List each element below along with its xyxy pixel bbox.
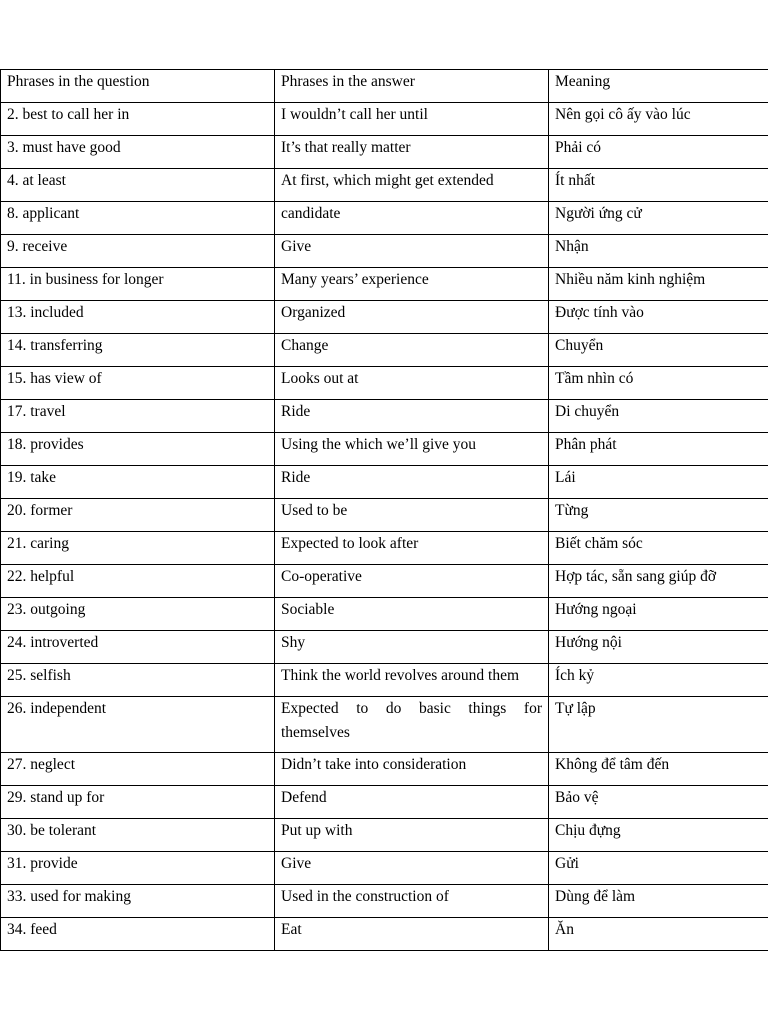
- question-phrase-cell: 15. has view of: [1, 367, 275, 400]
- meaning-cell: Phân phát: [549, 433, 768, 466]
- question-phrase-cell: 25. selfish: [1, 664, 275, 697]
- meaning-cell: Ít nhất: [549, 169, 768, 202]
- meaning-cell: Chuyển: [549, 334, 768, 367]
- meaning-cell: Biết chăm sóc: [549, 532, 768, 565]
- meaning-cell: Không để tâm đến: [549, 753, 768, 786]
- table-row: [1, 466, 768, 499]
- answer-phrase-cell: Using the which we’ll give you: [275, 433, 549, 466]
- answer-phrase-cell: Didn’t take into consideration: [275, 753, 549, 786]
- table-row: [1, 103, 768, 136]
- question-phrase-cell: 22. helpful: [1, 565, 275, 598]
- table-row: [1, 400, 768, 433]
- table-row: [1, 753, 768, 786]
- question-phrase-cell: 3. must have good: [1, 136, 275, 169]
- answer-phrase-cell: Expected to do basic things for themselves: [275, 697, 549, 753]
- table-row: [1, 697, 768, 753]
- answer-phrase-cell: Sociable: [275, 598, 549, 631]
- answer-phrase-cell: I wouldn’t call her until: [275, 103, 549, 136]
- table-row: [1, 301, 768, 334]
- answer-phrase-cell: At first, which might get extended: [275, 169, 549, 202]
- answer-phrase-cell: Ride: [275, 400, 549, 433]
- table-row: [1, 819, 768, 852]
- question-phrase-cell: 2. best to call her in: [1, 103, 275, 136]
- meaning-cell: Ích kỷ: [549, 664, 768, 697]
- question-phrase-cell: 9. receive: [1, 235, 275, 268]
- table-row: [1, 499, 768, 532]
- question-phrase-cell: 20. former: [1, 499, 275, 532]
- answer-phrase-cell: Looks out at: [275, 367, 549, 400]
- answer-phrase-cell: Give: [275, 852, 549, 885]
- question-phrase-cell: 21. caring: [1, 532, 275, 565]
- answer-phrase-cell: Shy: [275, 631, 549, 664]
- table-row: [1, 136, 768, 169]
- meaning-cell: Tự lập: [549, 697, 768, 753]
- question-phrase-cell: 31. provide: [1, 852, 275, 885]
- meaning-cell: Nên gọi cô ấy vào lúc: [549, 103, 768, 136]
- question-phrase-cell: 34. feed: [1, 918, 275, 951]
- table-row: [1, 433, 768, 466]
- question-phrase-cell: 30. be tolerant: [1, 819, 275, 852]
- answer-phrase-cell: Think the world revolves around them: [275, 664, 549, 697]
- question-phrase-cell: 19. take: [1, 466, 275, 499]
- table-row: [1, 565, 768, 598]
- answer-phrase-cell: Used in the construction of: [275, 885, 549, 918]
- header-question-phrase: Phrases in the question: [1, 70, 275, 103]
- header-meaning: Meaning: [549, 70, 768, 103]
- vocabulary-table-body: [1, 70, 768, 951]
- question-phrase-cell: 14. transferring: [1, 334, 275, 367]
- table-row: [1, 268, 768, 301]
- meaning-cell: Bảo vệ: [549, 786, 768, 819]
- answer-phrase-cell: Used to be: [275, 499, 549, 532]
- question-phrase-cell: 33. used for making: [1, 885, 275, 918]
- answer-phrase-cell: candidate: [275, 202, 549, 235]
- header-answer-phrase: Phrases in the answer: [275, 70, 549, 103]
- meaning-cell: Hướng ngoại: [549, 598, 768, 631]
- question-phrase-cell: 29. stand up for: [1, 786, 275, 819]
- table-row: [1, 235, 768, 268]
- meaning-cell: Hợp tác, sẵn sang giúp đỡ: [549, 565, 768, 598]
- answer-phrase-cell: Co-operative: [275, 565, 549, 598]
- table-row: [1, 598, 768, 631]
- table-row: [1, 786, 768, 819]
- question-phrase-cell: 26. independent: [1, 697, 275, 753]
- question-phrase-cell: 18. provides: [1, 433, 275, 466]
- table-row: [1, 367, 768, 400]
- answer-phrase-cell: Ride: [275, 466, 549, 499]
- meaning-cell: Nhận: [549, 235, 768, 268]
- answer-phrase-cell: Put up with: [275, 819, 549, 852]
- meaning-cell: Chịu đựng: [549, 819, 768, 852]
- table-row: [1, 664, 768, 697]
- meaning-cell: Phải có: [549, 136, 768, 169]
- question-phrase-cell: 27. neglect: [1, 753, 275, 786]
- question-phrase-cell: 11. in business for longer: [1, 268, 275, 301]
- answer-phrase-cell: Give: [275, 235, 549, 268]
- meaning-cell: Ăn: [549, 918, 768, 951]
- table-row: [1, 918, 768, 951]
- table-row: [1, 631, 768, 664]
- question-phrase-cell: 17. travel: [1, 400, 275, 433]
- meaning-cell: Người ứng cử: [549, 202, 768, 235]
- table-row: [1, 532, 768, 565]
- answer-phrase-cell: Defend: [275, 786, 549, 819]
- answer-phrase-cell: Many years’ experience: [275, 268, 549, 301]
- question-phrase-cell: 4. at least: [1, 169, 275, 202]
- answer-phrase-cell: It’s that really matter: [275, 136, 549, 169]
- vocabulary-table: [0, 69, 768, 951]
- question-phrase-cell: 13. included: [1, 301, 275, 334]
- answer-phrase-cell: Eat: [275, 918, 549, 951]
- meaning-cell: Di chuyển: [549, 400, 768, 433]
- question-phrase-cell: 8. applicant: [1, 202, 275, 235]
- meaning-cell: Lái: [549, 466, 768, 499]
- meaning-cell: Gửi: [549, 852, 768, 885]
- table-row: [1, 885, 768, 918]
- answer-phrase-cell: Organized: [275, 301, 549, 334]
- meaning-cell: Từng: [549, 499, 768, 532]
- meaning-cell: Hướng nội: [549, 631, 768, 664]
- meaning-cell: Dùng để làm: [549, 885, 768, 918]
- meaning-cell: Được tính vào: [549, 301, 768, 334]
- table-header-row: [1, 70, 768, 103]
- answer-phrase-cell: Change: [275, 334, 549, 367]
- answer-phrase-cell: Expected to look after: [275, 532, 549, 565]
- meaning-cell: Tầm nhìn có: [549, 367, 768, 400]
- question-phrase-cell: 23. outgoing: [1, 598, 275, 631]
- table-row: [1, 169, 768, 202]
- meaning-cell: Nhiều năm kinh nghiệm: [549, 268, 768, 301]
- question-phrase-cell: 24. introverted: [1, 631, 275, 664]
- table-row: [1, 334, 768, 367]
- table-row: [1, 852, 768, 885]
- table-row: [1, 202, 768, 235]
